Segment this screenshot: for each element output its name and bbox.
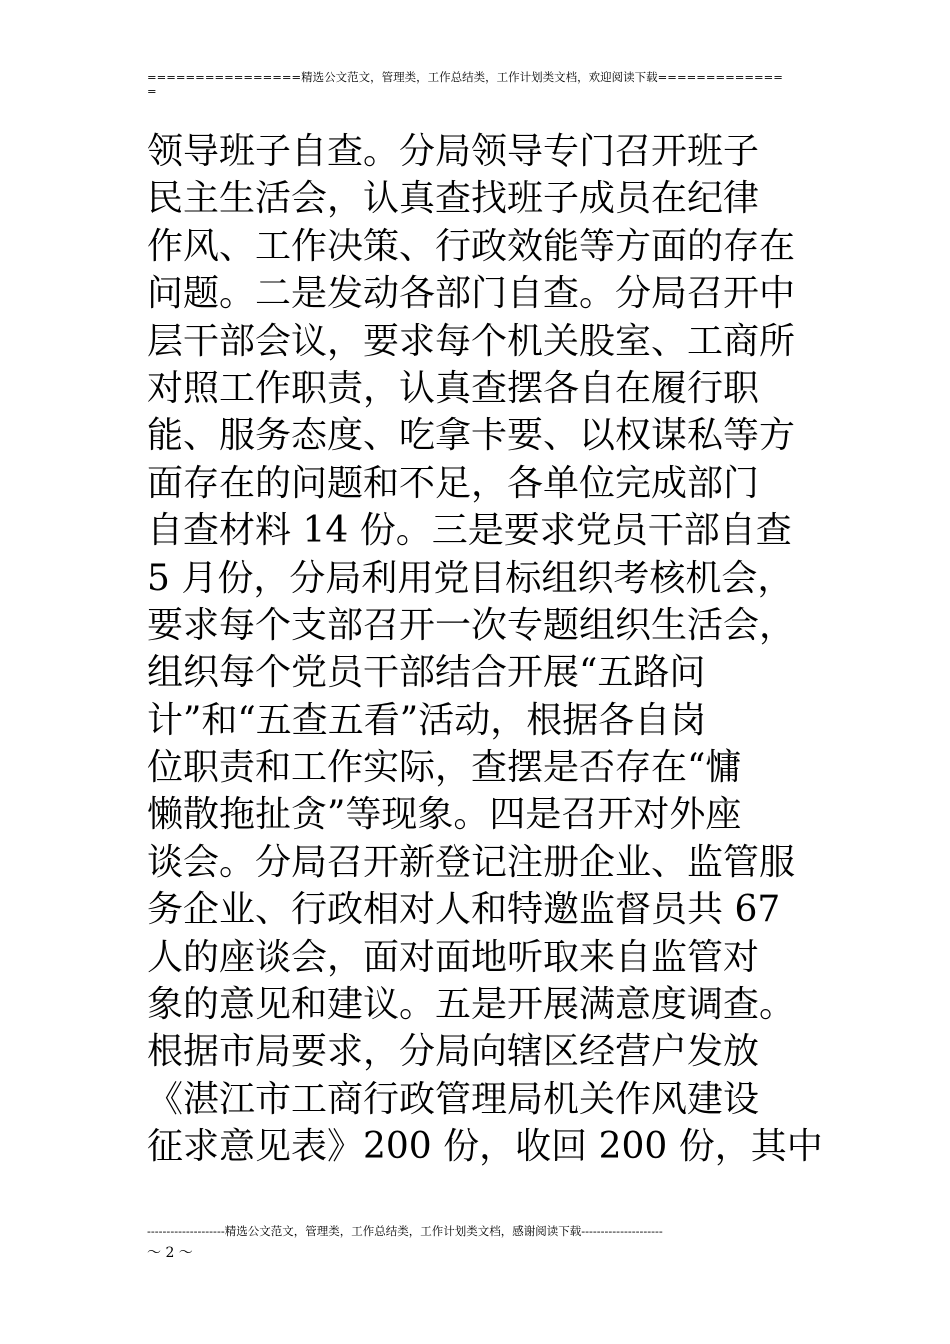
body-line: 领导班子自查。分局领导专门召开班子 — [147, 131, 760, 172]
body-line: 《湛江市工商行政管理局机关作风建设 — [147, 1078, 760, 1120]
body-line: 计”和“五查五看”活动，根据各自岗 — [147, 699, 707, 741]
body-line: 组织每个党员干部结合开展“五路问 — [147, 652, 706, 694]
body-line: 作风、工作决策、行政效能等方面的存在 — [147, 225, 796, 267]
body-line: 谈会。分局召开新登记注册企业、监管服 — [147, 841, 796, 883]
body-line: 面存在的问题和不足，各单位完成部门 — [147, 462, 760, 504]
body-line: 对照工作职责，认真查摆各自在履行职 — [147, 367, 760, 409]
body-line: 懒散拖扯贪”等现象。四是召开对外座 — [147, 794, 742, 836]
body-line: 位职责和工作实际，查摆是否存在“慵 — [147, 747, 742, 789]
page-footer-line: --------------------精选公文范文，管理类，工作总结类，工作计划类文档，感谢阅读下载--------------------- — [147, 1224, 663, 1238]
body-line: 能、服务态度、吃拿卡要、以权谋私等方 — [147, 415, 796, 457]
document-body — [147, 128, 827, 1171]
body-line: 务企业、行政相对人和特邀监督员共 67 — [147, 889, 781, 931]
body-line: 层干部会议，要求每个机关股室、工商所 — [147, 320, 796, 362]
body-line: 要求每个支部召开一次专题组织生活会， — [147, 604, 796, 646]
page-header-line-2: = — [147, 84, 157, 98]
body-line: 征求意见表》200 份，收回 200 份，其中 — [147, 1126, 823, 1168]
body-line: 人的座谈会，面对面地听取来自监管对 — [147, 936, 760, 978]
page-number: ～ 2 ～ — [147, 1245, 193, 1261]
page-header-line-1: ================精选公文范文，管理类，工作总结类，工作计划类文档，欢迎阅读下载============= — [147, 70, 783, 84]
body-line: 问题。二是发动各部门自查。分局召开中 — [147, 273, 796, 315]
body-line: 象的意见和建议。五是开展满意度调查。 — [147, 984, 796, 1026]
body-line: 民主生活会，认真查找班子成员在纪律 — [147, 178, 760, 220]
body-line: 根据市局要求，分局向辖区经营户发放 — [147, 1031, 760, 1073]
body-line: 自查材料 14 份。三是要求党员干部自查 — [147, 510, 792, 552]
body-line: 5 月份，分局利用党目标组织考核机会， — [147, 557, 794, 599]
